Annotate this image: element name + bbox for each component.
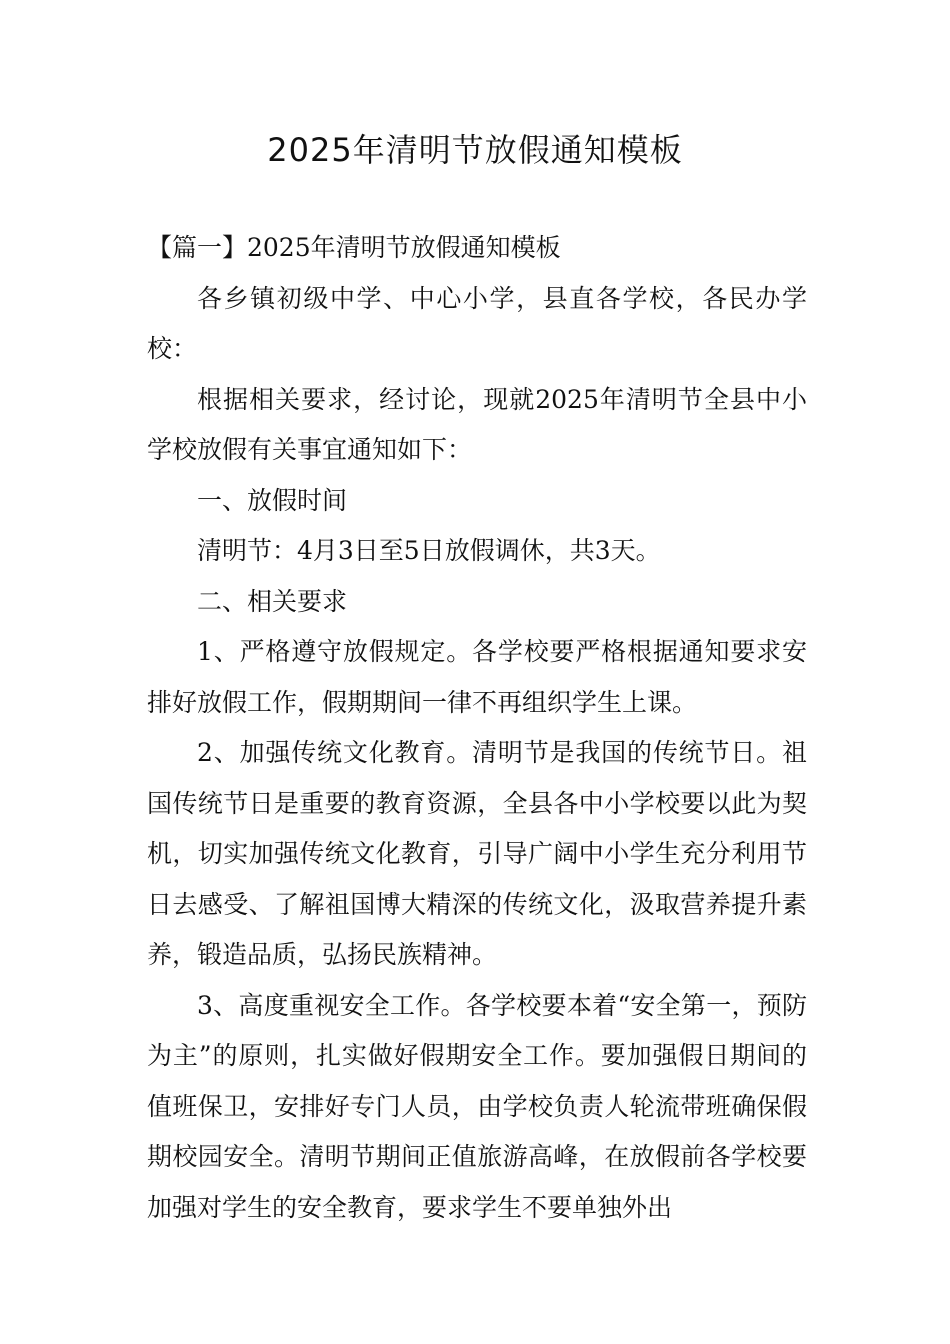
paragraph-holiday-dates: 清明节：4月3日至5日放假调休，共3天。 — [197, 536, 661, 565]
document-body — [147, 223, 807, 1233]
heading-requirements: 二、相关要求 — [197, 586, 348, 616]
heading-holiday-time: 一、放假时间 — [197, 485, 348, 515]
paragraph-section-heading: 【篇一】2025年清明节放假通知模板 — [147, 233, 561, 262]
paragraph-requirement-1: 1、严格遵守放假规定。各学校要严格根据通知要求安排好放假工作，假期期间一律不再组织学生上课。 — [147, 637, 807, 717]
paragraph-requirement-2: 2、加强传统文化教育。清明节是我国的传统节日。祖国传统节日是重要的教育资源，全县各中小学校要以此为契机，切实加强传统文化教育，引导广阔中小学生充分利用节日去感受、了解祖国博大精深的传统文化，汲取营养提升素养，锻造品质，弘扬民族精神。 — [147, 738, 807, 969]
paragraph-requirement-3: 3、高度重视安全工作。各学校要本着“安全第一，预防为主”的原则，扎实做好假期安全工作。要加强假日期间的值班保卫，安排好专门人员，由学校负责人轮流带班确保假期校园安全。清明节期间正值旅游高峰，在放假前各学校要加强对学生的安全教育，要求学生不要单独外出 — [147, 990, 807, 1222]
document-title: 2025年清明节放假通知模板 — [267, 131, 683, 169]
paragraph-intro: 根据相关要求，经讨论，现就2025年清明节全县中小学校放假有关事宜通知如下： — [147, 384, 807, 464]
paragraph-addressees: 各乡镇初级中学、中心小学，县直各学校，各民办学校： — [147, 283, 807, 363]
